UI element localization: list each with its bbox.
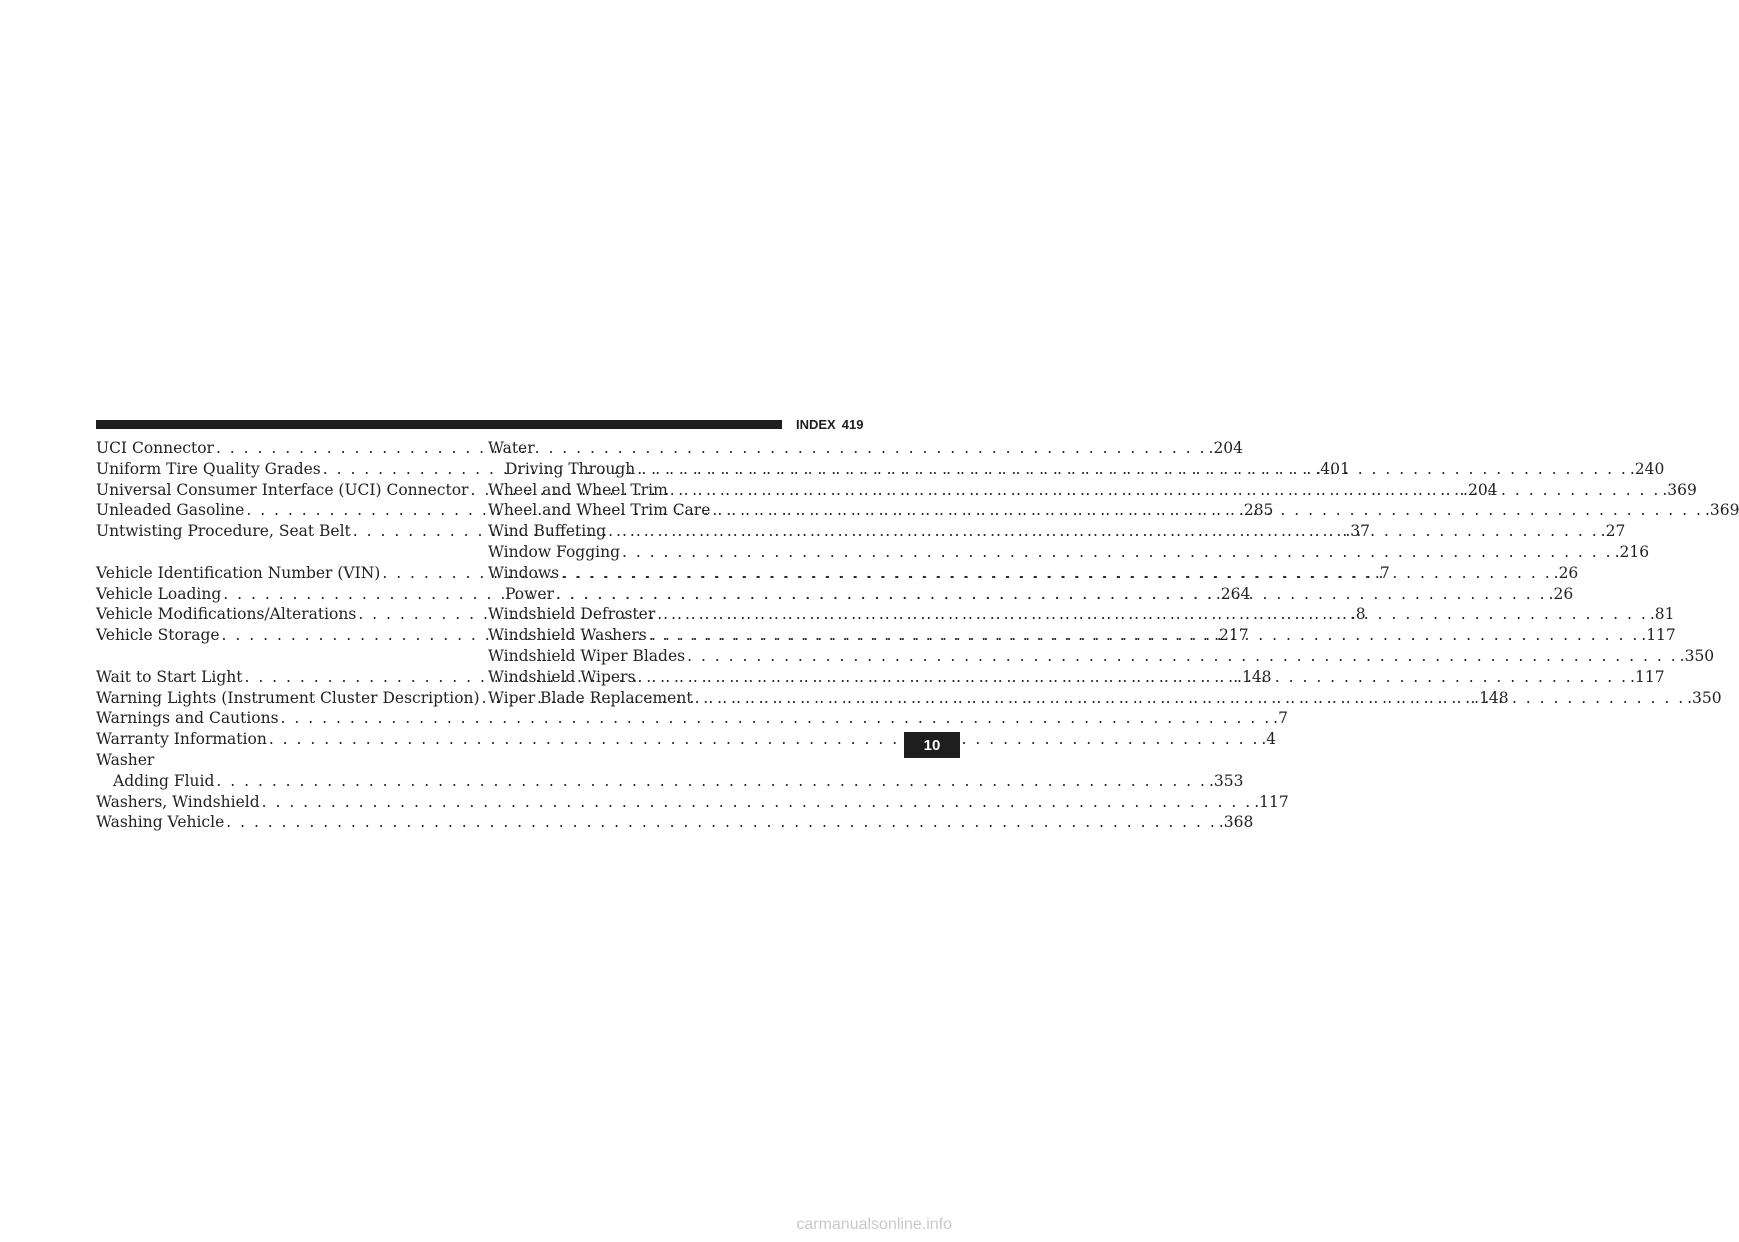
entry-page: .117 xyxy=(1254,792,1289,811)
entry-page: .27 xyxy=(1600,522,1626,541)
entry-page: .26 xyxy=(1548,584,1574,603)
entry-term: Windshield Washers xyxy=(488,626,647,645)
dot-leader xyxy=(554,584,1549,605)
entry-term: Windshield Wipers xyxy=(488,667,636,686)
entry-term: Warranty Information xyxy=(96,730,267,749)
index-entry xyxy=(96,792,1289,813)
dot-leader xyxy=(647,625,1642,646)
dot-leader xyxy=(267,729,1262,750)
entry-page: .216 xyxy=(1614,542,1650,561)
dot-leader xyxy=(685,646,1680,667)
entry-term: Wind Buffeting xyxy=(488,522,607,541)
entry-term: Unleaded Gasoline xyxy=(96,501,245,520)
entry-term: Universal Consumer Interface (UCI) Connector xyxy=(96,480,469,499)
group-spacer xyxy=(96,542,474,563)
dot-leader xyxy=(214,771,1209,792)
entry-page: .4 xyxy=(1261,730,1277,749)
entry-page: .240 xyxy=(1629,459,1665,478)
entry-term: Washers, Windshield xyxy=(96,792,260,811)
dot-leader xyxy=(693,688,1688,709)
entry-page: .350 xyxy=(1687,688,1722,707)
dot-leader xyxy=(620,542,1615,563)
entry-term: Washing Vehicle xyxy=(96,813,225,832)
entry-page: .369 xyxy=(1704,501,1739,520)
entry-term: Untwisting Procedure, Seat Belt xyxy=(96,522,351,541)
entry-page: .8 xyxy=(1350,605,1366,624)
entry-term: Vehicle Modifications/Alterations xyxy=(96,605,357,624)
entry-page: .117 xyxy=(1630,667,1665,686)
entry-term: Vehicle Identification Number (VIN) xyxy=(96,563,381,582)
entry-page: .204 xyxy=(1463,480,1498,499)
index-entry xyxy=(96,708,1288,729)
entry-term: Vehicle Storage xyxy=(96,626,220,645)
entry-term: Uniform Tire Quality Grades xyxy=(96,459,321,478)
entry-page: .7 xyxy=(1374,563,1390,582)
index-entry xyxy=(488,646,1715,667)
dot-leader xyxy=(668,480,1663,501)
entry-page: .26 xyxy=(1553,563,1579,582)
entry-page: .117 xyxy=(1641,626,1676,645)
dot-leader xyxy=(260,792,1255,813)
entry-page: .264 xyxy=(1215,584,1251,603)
section-title: INDEX xyxy=(796,417,836,432)
entry-term: Windshield Defroster xyxy=(488,605,656,624)
entry-page: .204 xyxy=(1208,439,1244,457)
entry-term: Windows xyxy=(488,563,560,582)
entry-term: Wait to Start Light xyxy=(96,667,243,686)
page-number: 419 xyxy=(841,417,864,432)
header-rule xyxy=(96,420,782,429)
entry-page: .350 xyxy=(1679,646,1715,665)
chapter-tab: 10 xyxy=(904,732,960,758)
dot-leader xyxy=(559,563,1554,584)
entry-page: .285 xyxy=(1238,501,1274,520)
entry-term: Wheel and Wheel Trim Care xyxy=(488,501,711,520)
entry-term: Windshield Wiper Blades xyxy=(488,646,686,665)
entry-term: Window Fogging xyxy=(488,542,620,561)
index-entry xyxy=(488,563,1579,584)
dot-leader xyxy=(635,459,1630,480)
dot-leader xyxy=(279,708,1274,729)
entry-page: .353 xyxy=(1208,771,1244,790)
group-spacer xyxy=(96,646,474,667)
index-entry xyxy=(488,542,1650,563)
entry-page: .37 xyxy=(1345,522,1370,541)
entry-page: .217 xyxy=(1214,626,1249,645)
entry-term: UCI Connector xyxy=(96,439,214,457)
index-heading: Water xyxy=(488,439,535,457)
entry-page: .148 xyxy=(1474,688,1509,707)
entry-term: Power xyxy=(505,584,554,603)
index-entry xyxy=(96,812,1254,833)
running-header xyxy=(796,416,870,434)
dot-leader xyxy=(224,812,1219,833)
entry-page: .368 xyxy=(1218,813,1254,832)
entry-term: Wheel and Wheel Trim xyxy=(488,480,668,499)
watermark: carmanualsonline.info xyxy=(796,1216,952,1233)
entry-term: Driving Through xyxy=(505,459,636,478)
entry-term: Vehicle Loading xyxy=(96,584,222,603)
entry-term: Warning Lights (Instrument Cluster Description) xyxy=(96,688,480,707)
index-subentry xyxy=(96,771,1244,792)
dot-leader xyxy=(710,500,1705,521)
entry-page: .369 xyxy=(1662,480,1697,499)
entry-page: .148 xyxy=(1237,667,1272,686)
index-entry xyxy=(488,604,1675,625)
index-heading: Washer xyxy=(96,750,155,769)
entry-term: Adding Fluid xyxy=(113,771,215,790)
entry-page: .401 xyxy=(1315,459,1350,478)
dot-leader xyxy=(635,667,1630,688)
entry-term: Warnings and Cautions xyxy=(96,709,279,728)
dot-leader xyxy=(606,521,1601,542)
entry-term: Wiper Blade Replacement xyxy=(488,688,693,707)
entry-page: .7 xyxy=(1273,709,1288,728)
entry-page: .81 xyxy=(1649,605,1675,624)
dot-leader xyxy=(655,604,1650,625)
